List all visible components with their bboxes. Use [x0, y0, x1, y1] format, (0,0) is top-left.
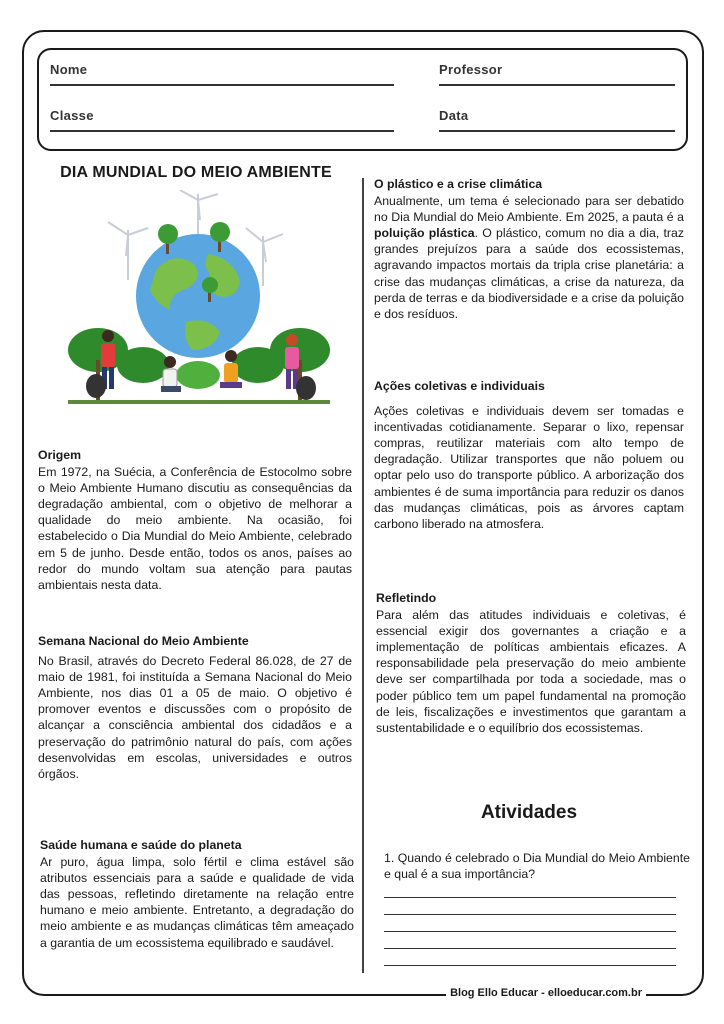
acoes-section [374, 378, 684, 532]
answer-line[interactable] [384, 948, 676, 949]
origem-section [38, 447, 352, 593]
saude-text: Ar puro, água limpa, solo fértil e clima estável são atributos essenciais para a saúde e qualidade de vida das pessoas, refletindo diretamente na relação entre humano e meio ambiente. Entretanto, a degradação do meio ambiente e as mudanças climáticas têm ameaçado a garantia de um ecossistema equilibrado e saudável. [40, 855, 354, 950]
origem-text: Em 1972, na Suécia, a Conferência de Estocolmo sobre o Meio Ambiente Humano discutiu as consequências da degradação ambiental, com o objetivo de melhorar a qualidade do meio ambiente. Na ocasião, foi estabelecido o Dia Mundial do Meio Ambiente, celebrado em 5 de junho. Desde então, todos os anos, países ao redor do mundo voltam sua atenção para pautas ambientais nesta data. [38, 465, 352, 592]
classe-field[interactable] [50, 130, 394, 132]
answer-line[interactable] [384, 931, 676, 932]
answer-line[interactable] [384, 914, 676, 915]
column-divider [362, 178, 364, 973]
plastico-text-bold: poluição plástica [374, 226, 475, 241]
footer-credit: Blog Ello Educar - elloeducar.com.br [446, 987, 646, 999]
student-info-box [37, 48, 688, 151]
data-label: Data [439, 108, 469, 123]
classe-label: Classe [50, 108, 94, 123]
plastico-heading: O plástico e a crise climática [374, 177, 543, 191]
earth-environment-illustration-icon [68, 190, 330, 418]
nome-label: Nome [50, 62, 88, 77]
acoes-heading: Ações coletivas e individuais [374, 379, 545, 393]
saude-section [40, 837, 354, 951]
semana-section [38, 633, 352, 782]
plastico-text-before: Anualmente, um tema é selecionado para ser debatido no Dia Mundial do Meio Ambiente. Em 2025, a pauta é a [374, 194, 684, 225]
answer-line[interactable] [384, 897, 676, 898]
acoes-text: Ações coletivas e individuais devem ser tomadas e incentivadas cotidianamente. Separar o lixo, repensar compras, reutilizar materiais com alto tempo de degradação. Utilizar transportes que não poluem ou optar pelo uso do transporte público. A arborização dos ambientes é de suma importância para reduzir os danos das mudanças climáticas, pois as árvores captam carbono liberado na atmosfera. [374, 404, 684, 531]
plastico-section [374, 176, 684, 322]
plastico-text [374, 193, 684, 322]
refletindo-section [376, 590, 686, 736]
semana-text: No Brasil, através do Decreto Federal 86.028, de 27 de maio de 1981, foi instituída a Semana Nacional do Meio Ambiente, nos dias 01 a 05 de maio. O objetivo é promover eventos e discussões com o propósito de alcançar a consciência ambiental dos cidadãos e a preservação do patrimônio natural do país, com ações desenvolvidas em escolas, universidades e outros órgãos. [38, 654, 352, 781]
saude-heading: Saúde humana e saúde do planeta [40, 838, 242, 852]
data-field[interactable] [439, 130, 675, 132]
semana-heading: Semana Nacional do Meio Ambiente [38, 634, 249, 648]
origem-heading: Origem [38, 448, 82, 462]
question-1: 1. Quando é celebrado o Dia Mundial do Meio Ambiente e qual é a sua importância? [384, 851, 690, 881]
atividades-title: Atividades [480, 802, 578, 823]
page-title: DIA MUNDIAL DO MEIO AMBIENTE [60, 164, 332, 181]
professor-field[interactable] [439, 84, 675, 86]
professor-label: Professor [439, 62, 503, 77]
nome-field[interactable] [50, 84, 394, 86]
refletindo-heading: Refletindo [376, 591, 437, 605]
refletindo-text: Para além das atitudes individuais e coletivas, é essencial exigir dos governantes a criação e a implementação de políticas ambientais eficazes. A responsabilidade pela preservação do meio ambiente deve ser compartilhada por toda a sociedade, mas o poder público tem um papel fundamental na promoção de leis, fiscalizações e investimentos que garantam a sustentabilidade e o equilíbrio dos ecossistemas. [376, 608, 686, 735]
plastico-text-after: . O plástico, comum no dia a dia, traz grandes prejuízos para a saúde dos ecossistemas, agravando impactos mortais da tripla crise planetária: a crise das mudanças climáticas, a crise da natureza, da perda de terras e da biodiversidade e a crise da poluição e dos resíduos. [374, 226, 684, 321]
answer-line[interactable] [384, 965, 676, 966]
